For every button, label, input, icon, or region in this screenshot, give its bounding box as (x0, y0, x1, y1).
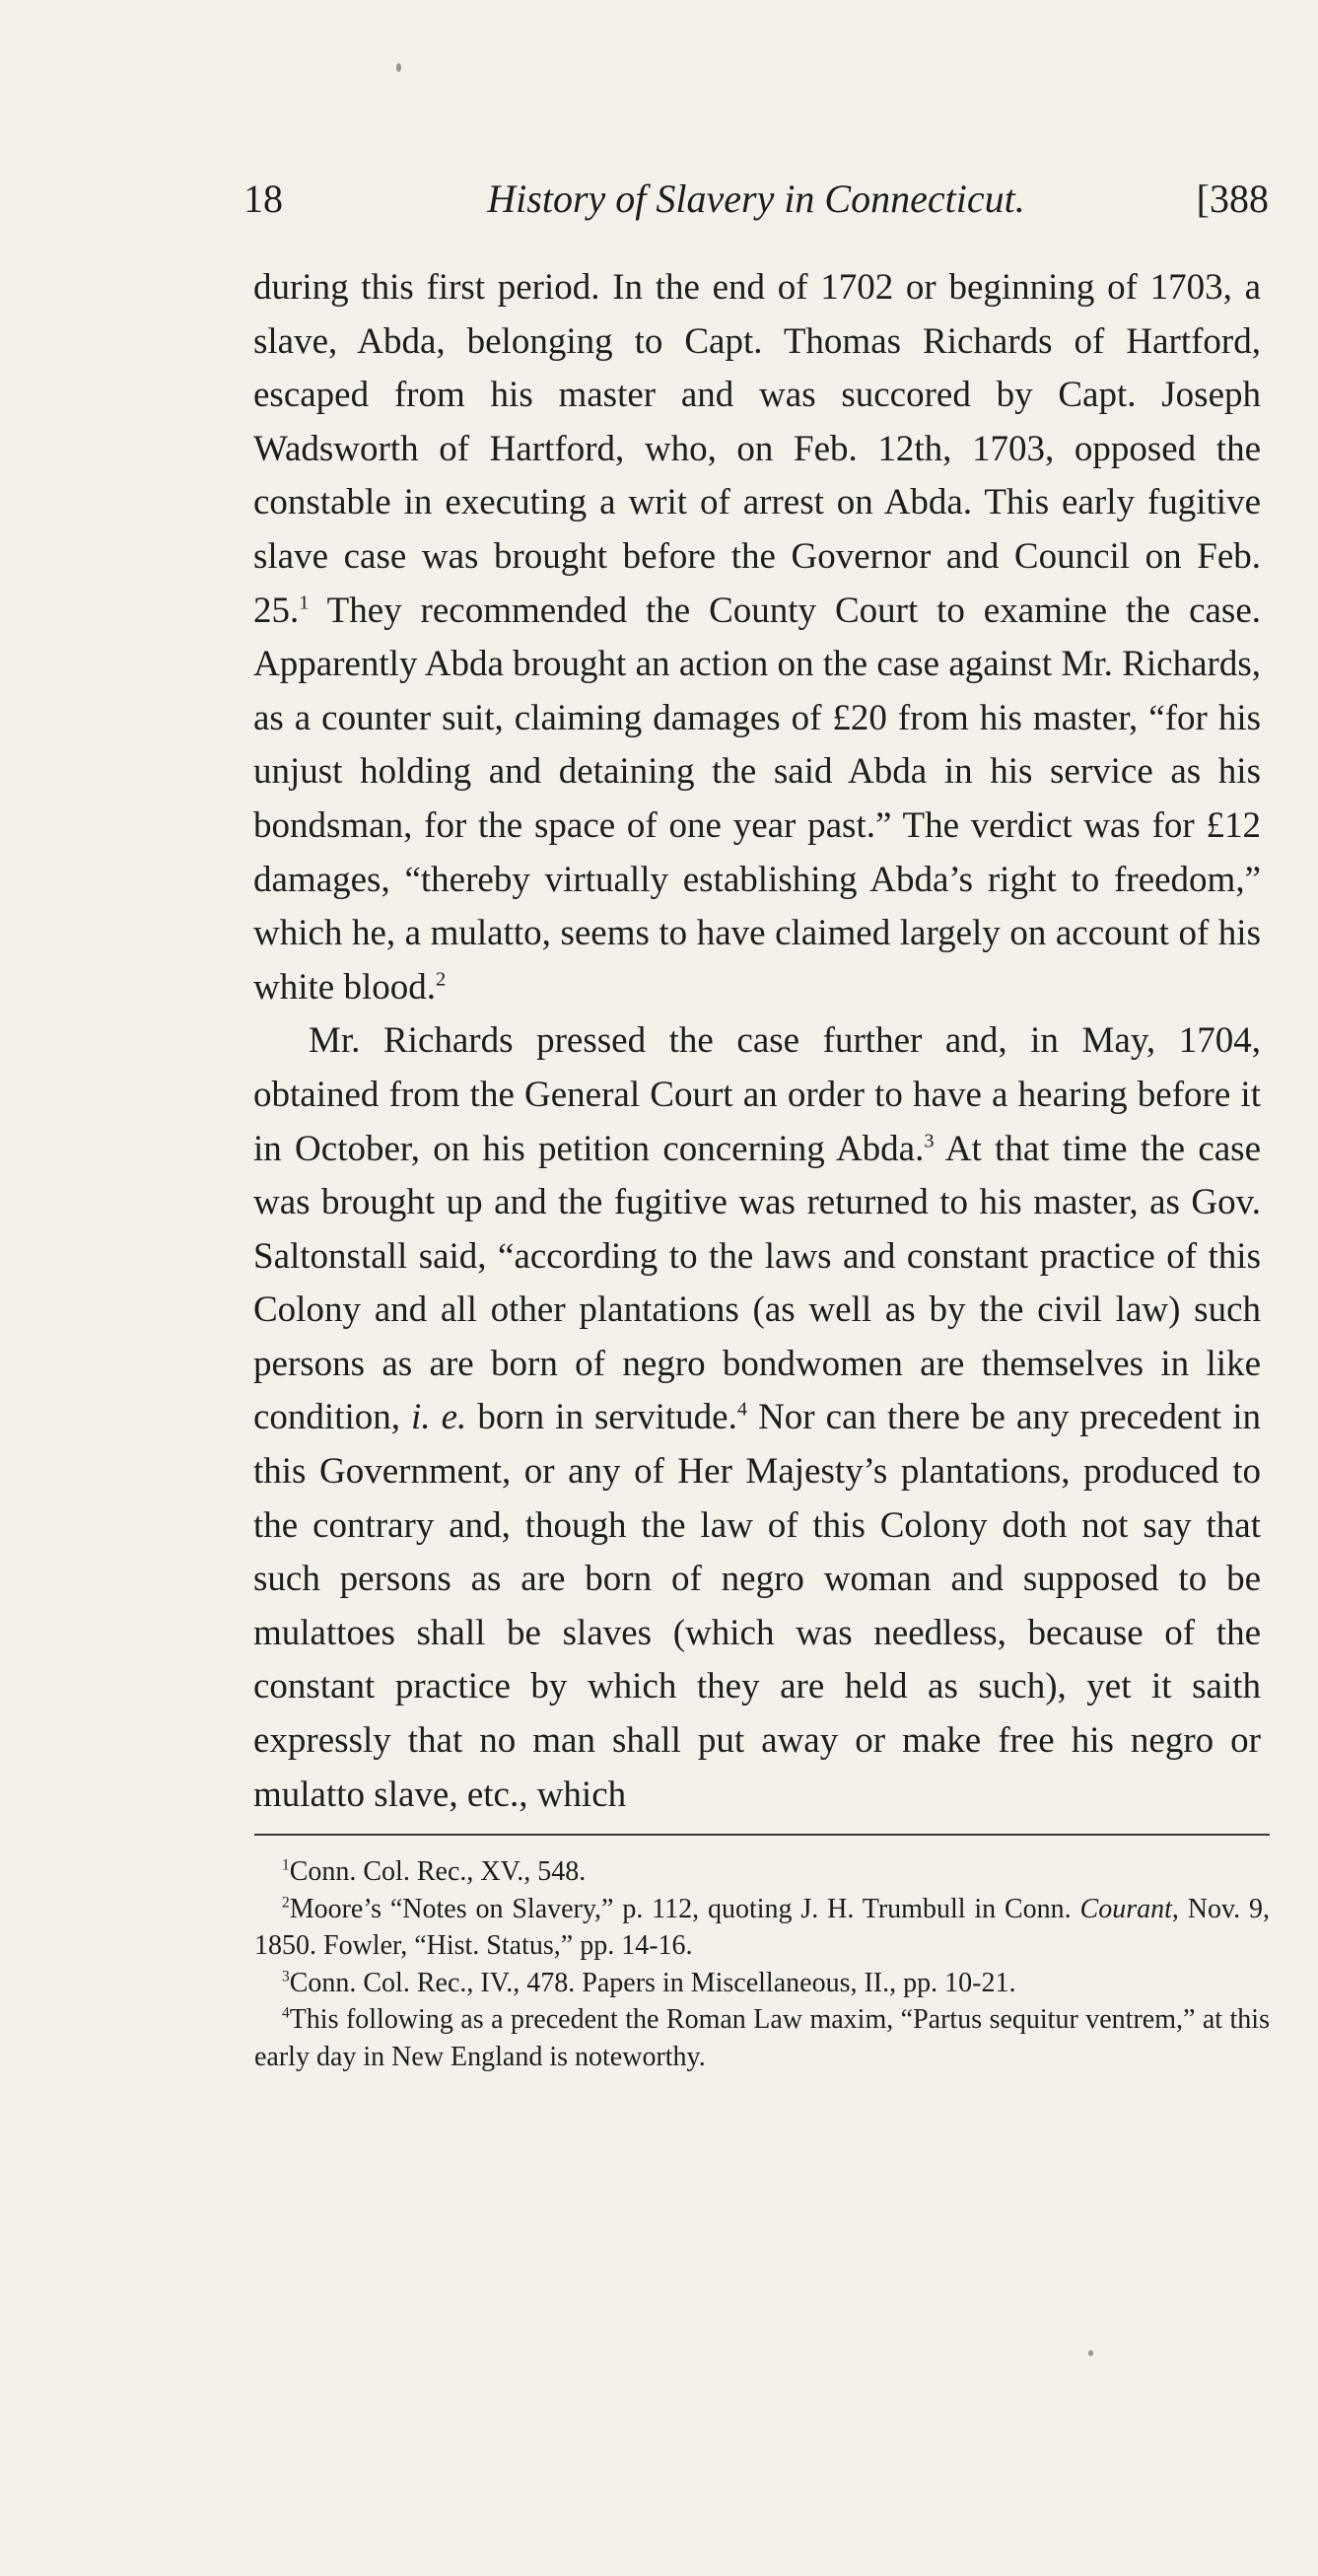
text-run: Mr. Richards pressed the case further and, in May, 1704, obtained from the General Court an order to have a hearing before it in October, on his petition concerning Abda. (253, 1020, 1261, 1169)
paragraph (253, 261, 1261, 1014)
paper-speck (1088, 2350, 1093, 2356)
footnote-rule (254, 1834, 1270, 1836)
footnote-ref: 4 (736, 1399, 748, 1422)
footnote-text: Conn. Col. Rec., XV., 548. (289, 1856, 587, 1887)
footnote-mark: 3 (282, 1968, 290, 1985)
footnote-mark: 1 (282, 1856, 290, 1874)
text-run: during this first period. In the end of 1702 or beginning of 1703, a slave, Abda, belonging to Capt. Thomas Richards of Hartford, escaped from his master and was succored by Capt. Joseph Wadsworth of Hartford, who, on Feb. 12th, 1703, opposed the constable in executing a writ of arrest on Abda. This early fugitive slave case was brought before the Governor and Council on Feb. 25. (253, 267, 1261, 631)
footnote-text: This following as a precedent the Roman Law maxim, “Partus sequitur ventrem,” at this early day in New England is noteworthy. (254, 2004, 1270, 2072)
paragraph (253, 1014, 1261, 1822)
footnote-text: , Nov. 9, 1850. Fowler, “Hist. Status,” pp. 14-16. (254, 1893, 1270, 1961)
footnote-mark: 4 (282, 2004, 290, 2022)
footnote-ref: 2 (435, 968, 447, 991)
italic-abbreviation: i. e. (411, 1397, 467, 1438)
footnotes (254, 1853, 1270, 2075)
footnote-text: Moore’s “Notes on Slavery,” p. 112, quoting J. H. Trumbull in Conn. (289, 1893, 1080, 1924)
footnote-text: Conn. Col. Rec., IV., 478. Papers in Miscellaneous, II., pp. 10-21. (289, 1967, 1016, 1998)
paper-speck (396, 63, 401, 72)
running-title: History of Slavery in Connecticut. (487, 176, 1025, 221)
text-run: They recommended the County Court to examine the case. Apparently Abda brought an action on the case against Mr. Richards, as a counter suit, claiming damages of £20 from his master, “for his unjust holding and detaining the said Abda in his service as his bondsman, for the space of one year past.” The verdict was for £12 damages, “thereby virtually establishing Abda’s right to freedom,” which he, a mulatto, seems to have claimed largely on account of his white blood. (253, 590, 1261, 1008)
text-run: Nor can there be any precedent in this Government, or any of Her Majesty’s plantations, produced to the contrary and, though the law of this Colony doth not say that such persons as are born of negro woman and supposed to be mulattoes shall be slaves (which was needless, because of the constant practice by which they are held as such), yet it saith expressly that no man shall put away or make free his negro or mulatto slave, etc., which (253, 1397, 1261, 1815)
footnote-mark: 2 (282, 1894, 290, 1912)
footnote-ref: 1 (299, 592, 310, 614)
text-run: At that time the case was brought up and the fugitive was returned to his master, as Gov. Saltonstall said, “according to the laws and constant practice of this Colony and all other plantations (as well as by the civil law) such persons as are born of negro bondwomen are themselves in like condition, (253, 1128, 1261, 1438)
footnote (254, 1965, 1270, 2002)
footnote (254, 1853, 1270, 1891)
footnote (254, 1891, 1270, 1965)
text-run: born in servitude. (466, 1397, 737, 1438)
footnote (254, 2001, 1270, 2075)
newspaper-title: Courant (1079, 1893, 1172, 1924)
section-mark: [388 (1196, 176, 1269, 221)
running-header (243, 170, 1269, 229)
page-number: 18 (243, 176, 283, 221)
body-text (253, 261, 1261, 1822)
footnote-ref: 3 (924, 1130, 935, 1152)
